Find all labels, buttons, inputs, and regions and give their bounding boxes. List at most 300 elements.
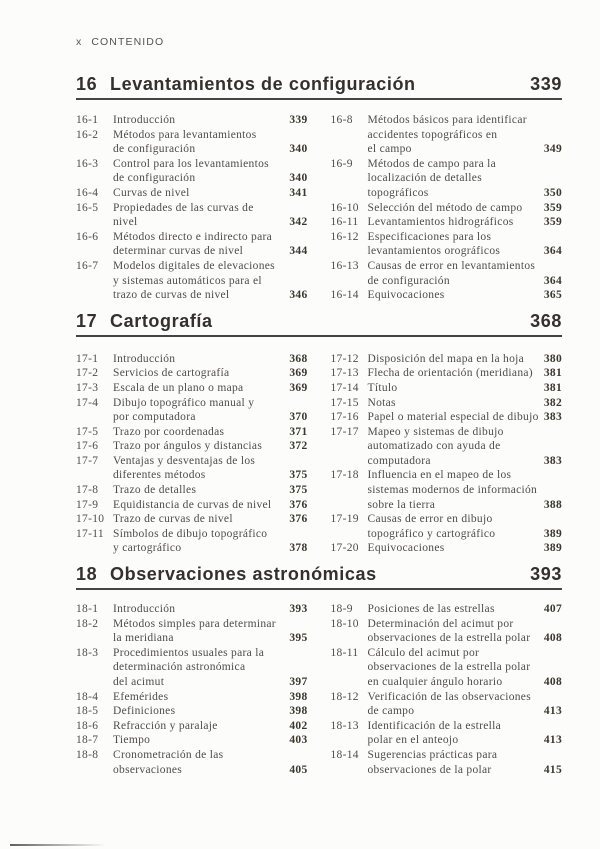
entry-title: observaciones (113, 763, 183, 776)
toc-entry-line (76, 660, 308, 675)
entry-number: 18-1 (76, 603, 99, 616)
toc-entry-line (76, 157, 308, 172)
entry-title: de configuración (113, 143, 196, 156)
toc-entry-line (331, 719, 563, 734)
entry-title: Modelos digitales de elevaciones (113, 259, 275, 272)
entry-title: la meridiana (113, 632, 174, 645)
toc-entry-line (76, 128, 308, 143)
entry-number: 16-10 (330, 201, 359, 214)
entry-title: observaciones de la estrella polar (367, 632, 531, 645)
entry-number (76, 410, 113, 425)
entry-page-number: 368 (289, 352, 308, 365)
toc-entry-line (331, 186, 563, 201)
entry-title: Curvas de nivel (113, 186, 190, 199)
entry-page-number: 365 (543, 289, 562, 302)
entry-number (76, 631, 113, 646)
chapter-heading (76, 564, 562, 590)
entry-title: Causas de error en dibujo (367, 513, 493, 526)
entry-page-number: 370 (289, 411, 308, 424)
entry-title: Equidistancia de curvas de nivel (113, 498, 272, 511)
toc-entry-line (331, 498, 563, 513)
entry-title: Refracción y paralaje (113, 719, 218, 732)
toc-entry-line (76, 617, 308, 632)
entry-title: Definiciones (113, 705, 176, 718)
toc-entry-line (76, 763, 308, 778)
entry-title: nivel (113, 216, 138, 229)
entry-number: 17-20 (330, 542, 359, 555)
chapter-page-number: 393 (530, 564, 562, 585)
toc-entry-line (76, 201, 308, 216)
entry-number (331, 186, 368, 201)
entry-page-number: 382 (543, 396, 562, 409)
entry-page-number: 350 (543, 186, 562, 199)
entry-number (331, 660, 368, 675)
entry-title: en cualquier ángulo horario (367, 676, 503, 688)
entry-page-number: 349 (543, 143, 562, 156)
entry-number: 17-13 (330, 367, 359, 380)
entry-title: Notas (367, 396, 396, 409)
entry-title: Papel o material especial de dibujo (367, 411, 539, 424)
entry-title: sobre la tierra (367, 498, 436, 511)
header-title: CONTENIDO (91, 36, 165, 48)
toc-entry-line (331, 142, 563, 157)
entry-title: Causas de error en levantamientos (367, 259, 536, 272)
entry-title: determinar curvas de nivel (113, 245, 244, 258)
toc-entry-line (331, 468, 563, 483)
entry-number: 18-8 (76, 748, 99, 761)
entry-number: 16-9 (330, 157, 353, 170)
entry-page-number: 375 (289, 484, 308, 497)
toc-entry-line (331, 602, 563, 617)
entry-number: 16-13 (330, 259, 359, 272)
toc-entry-line (76, 468, 308, 483)
entry-title: Métodos básicos para identificar (367, 114, 527, 126)
entry-page-number: 371 (289, 425, 308, 438)
toc-entry-line (76, 366, 308, 381)
entry-title: y sistemas automáticos para el (113, 274, 262, 287)
entry-number: 18-5 (76, 705, 99, 718)
entry-page-number: 407 (543, 603, 562, 616)
entry-page-number: 364 (543, 274, 562, 287)
toc-entry-line (76, 288, 308, 303)
toc-entry-line (76, 631, 308, 646)
entry-title: Introducción (113, 603, 176, 616)
entry-title: Determinación del acimut por (367, 617, 514, 630)
toc-entry-line (76, 381, 308, 396)
entry-title: Especificaciones para los (367, 230, 492, 243)
toc-entry-line (331, 646, 563, 661)
entry-title: el campo (367, 143, 412, 156)
entry-number (331, 631, 368, 646)
entry-number: 17-3 (76, 381, 99, 394)
entry-title: Cronometración de las (113, 748, 224, 761)
entry-title: Símbolos de dibujo topográfico (113, 527, 268, 540)
toc-entry-line (76, 733, 308, 748)
entry-title: Disposición del mapa en la hoja (367, 352, 525, 365)
toc-entry-line (331, 244, 563, 259)
toc-entry-line (331, 483, 563, 498)
entry-page-number: 389 (543, 527, 562, 540)
entry-title: Título (367, 381, 398, 394)
entry-number (76, 142, 113, 157)
toc-entry-line (331, 157, 563, 172)
toc-entry-line (331, 171, 563, 186)
entry-number (331, 704, 368, 719)
chapter-heading (76, 311, 562, 337)
entry-page-number: 381 (543, 381, 562, 394)
entry-number: 18-7 (76, 734, 99, 747)
entry-title: Tiempo (113, 734, 151, 747)
toc-entry-line (76, 512, 308, 527)
entry-title: observaciones de la estrella polar (367, 661, 531, 674)
toc-entry-line (331, 128, 563, 143)
toc-page (76, 0, 562, 777)
entry-title: de configuración (367, 274, 450, 287)
toc-entry-line (76, 439, 308, 454)
entry-number: 17-7 (76, 454, 99, 467)
entry-number: 17-4 (76, 396, 99, 409)
toc-entry-line (331, 512, 563, 527)
toc-entry-line (76, 646, 308, 661)
entry-title: Métodos de campo para la (367, 157, 497, 170)
toc-entry-line (76, 410, 308, 425)
entry-number: 17-2 (76, 367, 99, 380)
toc-entry-line (331, 454, 563, 469)
entry-title: Métodos para levantamientos (113, 128, 257, 141)
entry-number: 18-3 (76, 646, 99, 659)
entry-number: 16-7 (76, 259, 99, 272)
entry-page-number: 364 (543, 245, 562, 258)
chapter-number: 16 (76, 74, 98, 94)
entry-title: Trazo de curvas de nivel (113, 513, 233, 526)
entry-page-number: 403 (289, 734, 308, 747)
entry-number (76, 274, 113, 289)
entry-title: Sugerencias prácticas para (367, 748, 498, 761)
toc-entry-line (76, 704, 308, 719)
entry-title: Procedimientos usuales para la (113, 646, 265, 659)
entry-page-number: 408 (543, 632, 562, 645)
toc-entry-line (76, 259, 308, 274)
entry-number: 16-14 (330, 289, 359, 302)
entry-number (76, 675, 113, 690)
folio-number: x (76, 36, 83, 48)
entry-number: 17-10 (76, 513, 105, 526)
entry-title: Servicios de cartografía (113, 367, 230, 380)
entry-title: observaciones de la polar (367, 763, 492, 776)
entry-page-number: 413 (543, 705, 562, 718)
toc-entry-line (76, 352, 308, 367)
entry-page-number: 383 (543, 454, 562, 467)
toc-entry-line (76, 527, 308, 542)
toc-column (76, 113, 308, 303)
entry-title: accidentes topográficos en (367, 128, 498, 141)
entry-number: 17-17 (330, 425, 359, 438)
entry-number (76, 763, 113, 778)
entry-number (331, 675, 368, 690)
entry-number (331, 142, 368, 157)
entry-number (76, 171, 113, 186)
toc-entry-line (331, 410, 563, 425)
toc-entry-line (76, 498, 308, 513)
entry-number: 16-11 (330, 216, 359, 229)
entry-number: 18-11 (330, 646, 359, 659)
entry-number (331, 733, 368, 748)
toc-entry-line (331, 352, 563, 367)
toc-columns (76, 352, 562, 556)
toc-entry-line (331, 660, 563, 675)
toc-entry-line (331, 215, 563, 230)
entry-title: Influencia en el mapeo de los (367, 469, 512, 482)
entry-title: localización de detalles (367, 172, 482, 185)
toc-entry-line (331, 366, 563, 381)
entry-page-number: 398 (289, 690, 308, 703)
entry-title: del acimut (113, 676, 165, 688)
toc-entry-line (76, 454, 308, 469)
entry-title: sistemas modernos de información (367, 484, 538, 497)
toc-entry-line (331, 617, 563, 632)
entry-number: 18-9 (330, 603, 353, 616)
entry-title: y cartográfico (113, 542, 182, 555)
entry-page-number: 397 (289, 676, 308, 688)
toc-entry-line (76, 186, 308, 201)
toc-entry-line (331, 396, 563, 411)
chapter-page-number: 339 (530, 74, 562, 94)
toc-entry-line (76, 171, 308, 186)
entry-title: Métodos directo e indirecto para (113, 230, 273, 243)
entry-number: 16-2 (76, 128, 99, 141)
entry-number (331, 527, 368, 542)
entry-number: 17-14 (330, 381, 359, 394)
toc-entry-line (76, 602, 308, 617)
entry-number: 18-12 (330, 690, 359, 703)
entry-page-number: 402 (289, 719, 308, 732)
entry-number (331, 244, 368, 259)
toc-entry-line (331, 425, 563, 440)
toc-entry-line (76, 748, 308, 763)
entry-title: Posiciones de las estrellas (367, 603, 495, 616)
toc-column (331, 352, 563, 556)
entry-number: 17-15 (330, 396, 359, 409)
entry-title: de configuración (113, 172, 196, 185)
toc-columns (76, 113, 562, 303)
entry-title: Equivocaciones (367, 289, 445, 302)
entry-number: 17-19 (330, 513, 359, 526)
chapter-heading (76, 74, 562, 100)
entry-page-number: 389 (543, 542, 562, 555)
entry-page-number: 369 (289, 367, 308, 380)
entry-title: determinación astronómica (113, 661, 246, 674)
entry-page-number: 383 (543, 411, 562, 424)
chapters-container (76, 74, 562, 777)
toc-entry-line (331, 733, 563, 748)
entry-number: 17-11 (76, 527, 104, 540)
entry-page-number: 376 (289, 498, 308, 511)
toc-entry-line (331, 704, 563, 719)
entry-title: Verificación de las observaciones (367, 690, 531, 703)
toc-entry-line (331, 675, 563, 690)
entry-page-number: 380 (543, 352, 562, 365)
entry-number (76, 468, 113, 483)
entry-page-number: 344 (289, 245, 308, 258)
toc-entry-line (331, 631, 563, 646)
entry-title: Cálculo del acimut por (367, 646, 480, 659)
entry-number: 17-1 (76, 352, 99, 365)
entry-page-number: 359 (543, 216, 562, 229)
chapter-section (76, 564, 562, 777)
entry-number: 18-6 (76, 719, 99, 732)
entry-number (331, 171, 368, 186)
toc-entry-line (76, 274, 308, 289)
toc-entry-line (76, 719, 308, 734)
toc-entry-line (76, 675, 308, 690)
entry-page-number: 342 (289, 216, 308, 229)
toc-entry-line (331, 230, 563, 245)
entry-page-number: 339 (289, 114, 308, 126)
toc-entry-line (76, 113, 308, 128)
toc-entry-line (331, 527, 563, 542)
toc-entry-line (76, 541, 308, 556)
entry-number: 16-8 (330, 114, 353, 126)
toc-entry-line (76, 215, 308, 230)
chapter-number: 18 (76, 564, 98, 585)
entry-number (76, 244, 113, 259)
entry-page-number: 375 (289, 469, 308, 482)
toc-entry-line (331, 541, 563, 556)
entry-number (76, 215, 113, 230)
entry-number: 17-8 (76, 484, 99, 497)
entry-number (331, 274, 368, 289)
toc-entry-line (331, 113, 563, 128)
toc-entry-line (331, 201, 563, 216)
entry-number (331, 439, 368, 454)
entry-title: levantamientos orográficos (367, 245, 501, 258)
toc-entry-line (331, 288, 563, 303)
entry-number (331, 763, 368, 778)
entry-number: 16-3 (76, 157, 99, 170)
entry-title: Trazo por coordenadas (113, 425, 225, 438)
entry-number: 16-1 (76, 114, 99, 126)
entry-page-number: 376 (289, 513, 308, 526)
entry-title: Ventajas y desventajas de los (113, 454, 256, 467)
entry-page-number: 395 (289, 632, 308, 645)
toc-entry-line (331, 748, 563, 763)
toc-entry-line (331, 274, 563, 289)
entry-page-number: 415 (543, 763, 562, 776)
entry-number: 17-9 (76, 498, 99, 511)
toc-entry-line (76, 244, 308, 259)
toc-entry-line (76, 425, 308, 440)
entry-title: Selección del método de campo (367, 201, 523, 214)
entry-title: trazo de curvas de nivel (113, 289, 230, 302)
page-header (76, 36, 562, 48)
toc-columns (76, 602, 562, 777)
entry-page-number: 413 (543, 734, 562, 747)
entry-title: Escala de un plano o mapa (113, 381, 244, 394)
entry-page-number: 369 (289, 381, 308, 394)
entry-page-number: 398 (289, 705, 308, 718)
entry-title: Levantamientos hidrográficos (367, 216, 514, 229)
entry-title: topográfico y cartográfico (367, 527, 496, 540)
chapter-number: 17 (76, 310, 98, 331)
entry-title: Flecha de orientación (meridiana) (367, 367, 533, 380)
toc-column (331, 113, 563, 303)
entry-number: 17-6 (76, 440, 99, 453)
entry-page-number: 388 (543, 498, 562, 511)
entry-title: Control para los levantamientos (113, 157, 269, 170)
entry-title: Trazo de detalles (113, 484, 197, 497)
toc-entry-line (76, 690, 308, 705)
entry-title: topográficos (367, 186, 429, 199)
chapter-title: Levantamientos de configuración (110, 74, 416, 94)
toc-entry-line (331, 439, 563, 454)
entry-page-number: 341 (289, 186, 308, 199)
entry-title: por computadora (113, 411, 196, 424)
entry-title: computadora (367, 454, 431, 467)
entry-number (76, 541, 113, 556)
entry-page-number: 372 (289, 440, 308, 453)
entry-number: 17-5 (76, 425, 99, 438)
chapter-page-number: 368 (530, 310, 562, 331)
entry-number: 18-13 (330, 719, 359, 732)
chapter-title: Observaciones astronómicas (110, 564, 377, 585)
entry-title: diferentes métodos (113, 469, 206, 482)
toc-column (76, 352, 308, 556)
toc-column (76, 602, 308, 777)
entry-page-number: 340 (289, 172, 308, 185)
entry-page-number: 405 (289, 763, 308, 776)
entry-number (76, 288, 113, 303)
entry-title: Identificación de la estrella (367, 719, 502, 732)
entry-number (76, 660, 113, 675)
chapter-section (76, 74, 562, 303)
toc-entry-line (76, 230, 308, 245)
toc-entry-line (331, 381, 563, 396)
entry-title: Mapeo y sistemas de dibujo (367, 425, 504, 438)
entry-page-number: 340 (289, 143, 308, 156)
entry-title: polar en el anteojo (367, 734, 459, 747)
entry-number: 16-5 (76, 201, 99, 214)
entry-number: 17-16 (330, 411, 359, 424)
entry-number (331, 498, 368, 513)
scan-artifact-line (10, 844, 106, 846)
toc-entry-line (331, 690, 563, 705)
entry-number: 18-10 (330, 617, 359, 630)
entry-title: Métodos simples para determinar (113, 617, 276, 630)
entry-number (331, 128, 368, 143)
entry-number (331, 483, 368, 498)
entry-number: 17-12 (330, 352, 359, 365)
entry-page-number: 359 (543, 201, 562, 214)
chapter-title: Cartografía (110, 310, 213, 331)
entry-number: 18-2 (76, 617, 99, 630)
entry-page-number: 381 (543, 367, 562, 380)
entry-title: Equivocaciones (367, 542, 445, 555)
entry-title: Trazo por ángulos y distancias (113, 440, 263, 453)
chapter-section (76, 311, 562, 556)
entry-number: 18-14 (330, 748, 359, 761)
entry-title: Introducción (113, 114, 176, 126)
toc-column (331, 602, 563, 777)
entry-page-number: 393 (289, 603, 308, 616)
entry-number: 16-4 (76, 186, 99, 199)
entry-title: automatizado con ayuda de (367, 440, 501, 453)
entry-title: Dibujo topográfico manual y (113, 396, 255, 409)
toc-entry-line (76, 396, 308, 411)
entry-number (331, 454, 368, 469)
entry-number: 16-6 (76, 230, 99, 243)
entry-page-number: 346 (289, 289, 308, 302)
entry-number: 16-12 (330, 230, 359, 243)
